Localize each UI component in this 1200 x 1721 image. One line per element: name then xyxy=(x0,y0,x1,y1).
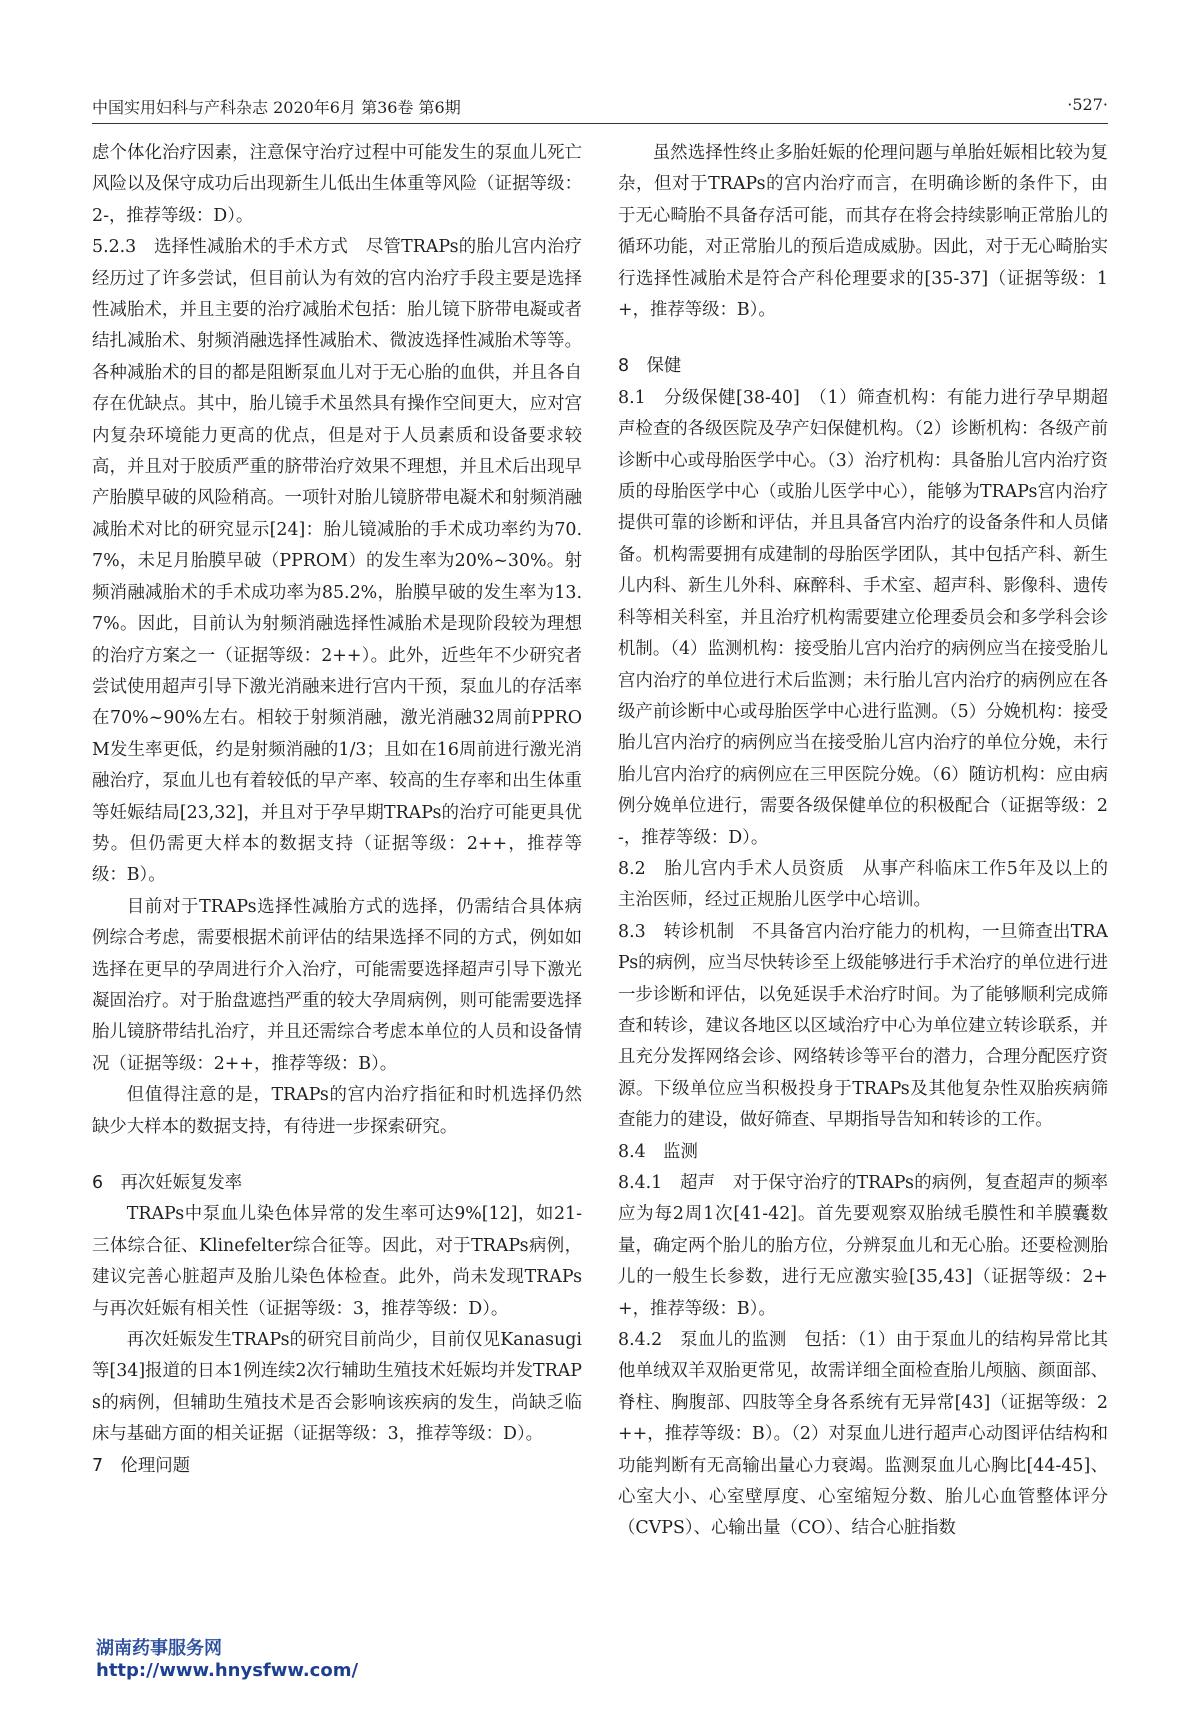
paragraph-ethics: 虽然选择性终止多胎妊娠的伦理问题与单胎妊娠相比较为复杂，但对于TRAPs的宫内治疗而言，在明确诊断的条件下，由于无心畸胎不具备存活可能，而其存在将会持续影响正常胎儿的循环功能，对正常胎儿的预后造成威胁。因此，对于无心畸胎实行选择性减胎术是符合产科伦理要求的[35-37]（证据等级：1+，推荐等级：B）。 xyxy=(618,143,1108,321)
paragraph-8-2: 8.2 胎儿宫内手术人员资质 从事产科临床工作5年及以上的主治医师，经过正规胎儿医学中心培训。 xyxy=(618,858,1108,911)
header-divider xyxy=(92,123,1108,124)
section-heading-8: 8 保健 xyxy=(618,356,682,377)
paragraph-chromosome: TRAPs中泵血儿染色体异常的发生率可达9%[12]，如21-三体综合征、Klinefelter综合征等。因此，对于TRAPs病例，建议完善心脏超声及胎儿染色体检查。此外，尚未发现TRAPs与再次妊娠有相关性（证据等级：3，推荐等级：D）。 xyxy=(92,1204,582,1319)
paragraph-5-2-3: 5.2.3 选择性减胎术的手术方式 尽管TRAPs的胎儿宫内治疗经历过了许多尝试，但目前认为有效的宫内治疗手段主要是选择性减胎术，并且主要的治疗减胎术包括：胎儿镜下脐带电凝或者结扎减胎术、射频消融选择性减胎术、微波选择性减胎术等等。各种减胎术的目的都是阻断泵血儿对于无心胎的血供，并且各自存在优缺点。其中，胎儿镜手术虽然具有操作空间更大，应对宫内复杂环境能力更高的优点，但是对于人员素质和设备要求较高，并且对于胶质严重的脐带治疗效果不理想，并且术后出现早产胎膜早破的风险稍高。一项针对胎儿镜脐带电凝术和射频消融减胎术对比的研究显示[24]：胎儿镜减胎的手术成功率约为70.7%，未足月胎膜早破（PPROM）的发生率为20%~30%。射频消融减胎术的手术成功率为85.2%，胎膜早破的发生率为13.7%。因此，目前认为射频消融选择性减胎术是现阶段较为理想的治疗方案之一（证据等级：2++）。此外，近些年不少研究者尝试使用超声引导下激光消融来进行宫内干预，泵血儿的存活率在70%~90%左右。相较于射频消融，激光消融32周前PPROM发生率更低，约是射频消融的1/3；且如在16周前进行激光消融治疗，泵血儿也有着较低的早产率、较高的生存率和出生体重等妊娠结局[23,32]，并且对于孕早期TRAPs的治疗可能更具优势。但仍需更大样本的数据支持（证据等级：2++，推荐等级：B）。 xyxy=(92,237,582,886)
paragraph-risk-conclusion: 虑个体化治疗因素，注意保守治疗过程中可能发生的泵血儿死亡风险以及保守成功后出现新生儿低出生体重等风险（证据等级：2-，推荐等级：D）。 xyxy=(92,143,582,226)
site-url-link[interactable]: http://www.hnysfww.com/ xyxy=(96,1660,359,1681)
paragraph-method-choice: 目前对于TRAPs选择性减胎方式的选择，仍需结合具体病例综合考虑，需要根据术前评估的结果选择不同的方式，例如如选择在更早的孕周进行介入治疗，可能需要选择超声引导下激光凝固治疗。对于胎盘遮挡严重的较大孕周病例，则可能需要选择胎儿镜脐带结扎治疗，并且还需综合考虑本单位的人员和设备情况（证据等级：2++，推荐等级：B）。 xyxy=(92,896,582,1074)
subheading-8-4: 8.4 监测 xyxy=(618,1141,698,1162)
section-heading-7: 7 伦理问题 xyxy=(92,1455,191,1476)
section-heading-6: 6 再次妊娠复发率 xyxy=(92,1173,243,1193)
journal-title: 中国实用妇科与产科杂志 2020年6月 第36卷 第6期 xyxy=(92,98,461,117)
paragraph-8-1: 8.1 分级保健[38-40] （1）筛查机构：有能力进行孕早期超声检查的各级医院及孕产妇保健机构。（2）诊断机构：各级产前诊断中心或母胎医学中心。（3）治疗机构：具备胎儿宫内治疗资质的母胎医学中心（或胎儿医学中心），能够为TRAPs宫内治疗提供可靠的诊断和评估，并且具备宫内治疗的设备条件和人员储备。机构需要拥有成建制的母胎医学团队，其中包括产科、新生儿内科、新生儿外科、麻醉科、手术室、超声科、影像科、遗传科等相关科室，并且治疗机构需要建立伦理委员会和多学科会诊机制。（4）监测机构：接受胎儿宫内治疗的病例应当在接受胎儿宫内治疗的单位进行术后监测；未行胎儿宫内治疗的病例应在各级产前诊断中心或母胎医学中心进行监测。（5）分娩机构：接受胎儿宫内治疗的病例应当在接受胎儿宫内治疗的单位分娩，未行胎儿宫内治疗的病例应在三甲医院分娩。（6）随访机构：应由病例分娩单位进行，需要各级保健单位的积极配合（证据等级：2-，推荐等级：D）。 xyxy=(618,387,1108,848)
paragraph-8-4-1: 8.4.1 超声 对于保守治疗的TRAPs的病例，复查超声的频率应为每2周1次[41-42]。首先要观察双胎绒毛膜性和羊膜囊数量，确定两个胎儿的胎方位，分辨泵血儿和无心胎。还要检测胎儿的一般生长参数，进行无应激实验[35,43]（证据等级：2++，推荐等级：B）。 xyxy=(618,1173,1108,1319)
right-column xyxy=(618,138,1108,1598)
running-header xyxy=(92,95,1108,119)
page-number: ·527· xyxy=(1067,95,1108,114)
site-name: 湖南药事服务网 xyxy=(96,1638,222,1659)
site-watermark xyxy=(96,1638,358,1682)
paragraph-8-3: 8.3 转诊机制 不具备宫内治疗能力的机构，一旦筛查出TRAPs的病例，应当尽快转诊至上级能够进行手术治疗的单位进行进一步诊断和评估，以免延误手术治疗时间。为了能够顺利完成筛查和转诊，建议各地区以区域治疗中心为单位建立转诊联系，并且充分发挥网络会诊、网络转诊等平台的潜力，合理分配医疗资源。下级单位应当积极投身于TRAPs及其他复杂性双胎疾病筛查能力的建设，做好筛查、早期指导告知和转诊的工作。 xyxy=(618,921,1108,1131)
paragraph-indication-note: 但值得注意的是，TRAPs的宫内治疗指征和时机选择仍然缺少大样本的数据支持，有待进一步探索研究。 xyxy=(92,1085,582,1137)
paragraph-recurrence: 再次妊娠发生TRAPs的研究目前尚少，目前仅见Kanasugi等[34]报道的日本1例连续2次行辅助生殖技术妊娠均并发TRAPs的病例，但辅助生殖技术是否会影响该疾病的发生，尚缺乏临床与基础方面的相关证据（证据等级：3，推荐等级：D）。 xyxy=(92,1330,582,1445)
paragraph-8-4-2: 8.4.2 泵血儿的监测 包括：（1）由于泵血儿的结构异常比其他单绒双羊双胎更常见，故需详细全面检查胎儿颅脑、颜面部、脊柱、胸腹部、四肢等全身各系统有无异常[43]（证据等级：2++，推荐等级：B）。（2）对泵血儿进行超声心动图评估结构和功能判断有无高输出量心力衰竭。监测泵血儿心胸比[44-45]、心室大小、心室壁厚度、心室缩短分数、胎儿心血管整体评分（CVPS）、心输出量（CO）、结合心脏指数 xyxy=(618,1330,1108,1539)
left-column xyxy=(92,138,582,1598)
